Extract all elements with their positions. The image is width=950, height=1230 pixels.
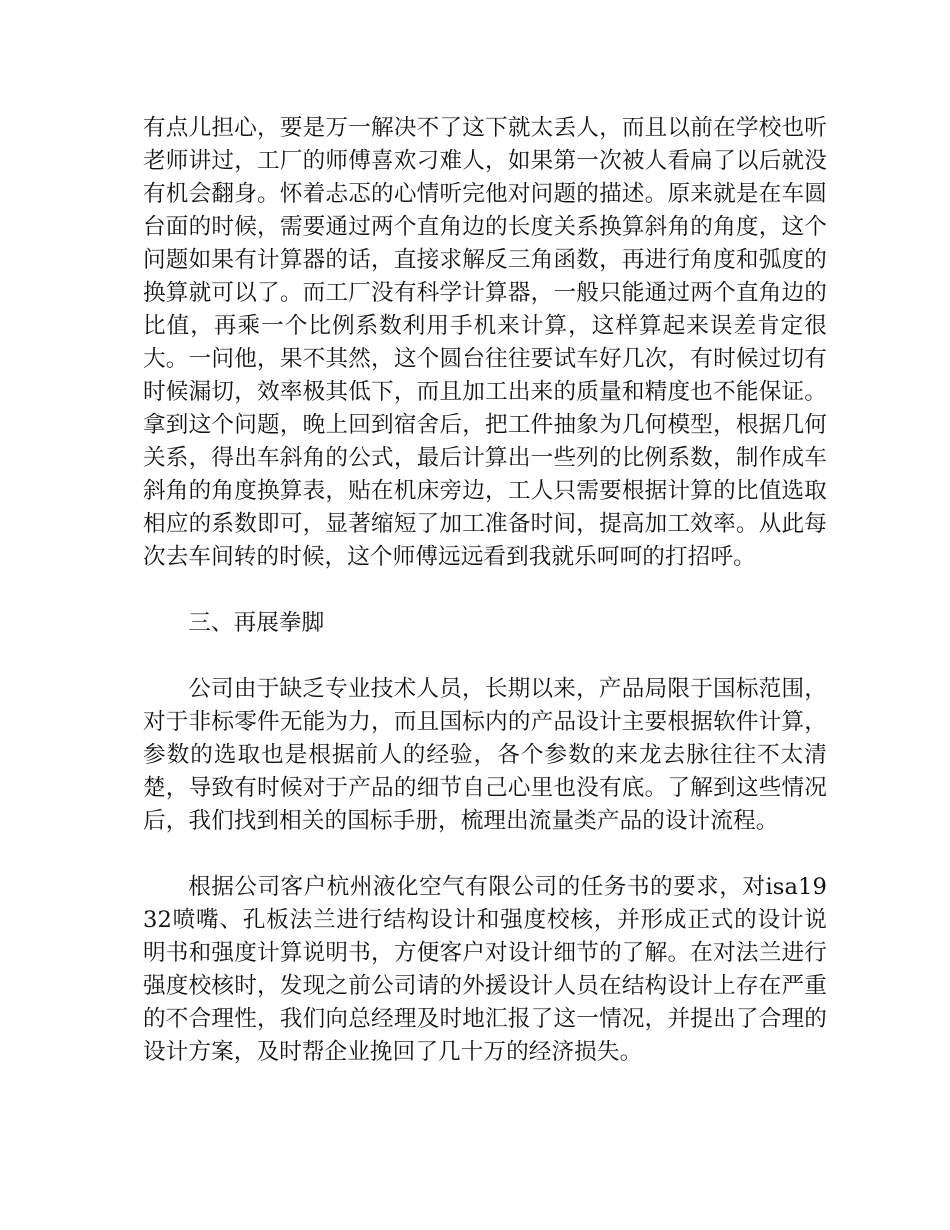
- section-heading: 三、再展拳脚: [188, 610, 325, 636]
- body-paragraph: 公司由于缺乏专业技术人员，长期以来，产品局限于国标范围，对于非标零件无能为力，而且国标内的产品设计主要根据软件计算，参数的选取也是根据前人的经验，各个参数的来龙去脉往往不太清楚，导致有时候对于产品的细节自己心里也没有底。了解到这些情况后，我们找到相关的国标手册，梳理出流量类产品的设计流程。: [143, 676, 827, 834]
- document-body: [143, 112, 827, 1102]
- continuation-paragraph: 有点儿担心，要是万一解决不了这下就太丢人，而且以前在学校也听老师讲过，工厂的师傅喜欢刁难人，如果第一次被人看扁了以后就没有机会翻身。怀着忐忑的心情听完他对问题的描述。原来就是在车圆台面的时候，需要通过两个直角边的长度关系换算斜角的角度，这个问题如果有计算器的话，直接求解反三角函数，再进行角度和弧度的换算就可以了。而工厂没有科学计算器，一般只能通过两个直角边的比值，再乘一个比例系数利用手机来计算，这样算起来误差肯定很大。一问他，果不其然，这个圆台往往要试车好几次，有时候过切有时候漏切，效率极其低下，而且加工出来的质量和精度也不能保证。拿到这个问题，晚上回到宿舍后，把工件抽象为几何模型，根据几何关系，得出车斜角的公式，最后计算出一些列的比例系数，制作成车斜角的角度换算表，贴在机床旁边，工人只需要根据计算的比值选取相应的系数即可，显著缩短了加工准备时间，提高加工效率。从此每次去车间转的时候，这个师傅远远看到我就乐呵呵的打招呼。: [143, 115, 827, 570]
- body-paragraph: 根据公司客户杭州液化空气有限公司的任务书的要求，对isa1932喷嘴、孔板法兰进行结构设计和强度校核，并形成正式的设计说明书和强度计算说明书，方便客户对设计细节的了解。在对法兰进行强度校核时，发现之前公司请的外援设计人员在结构设计上存在严重的不合理性，我们向总经理及时地汇报了这一情况，并提出了合理的设计方案，及时帮企业挽回了几十万的经济损失。: [143, 874, 827, 1065]
